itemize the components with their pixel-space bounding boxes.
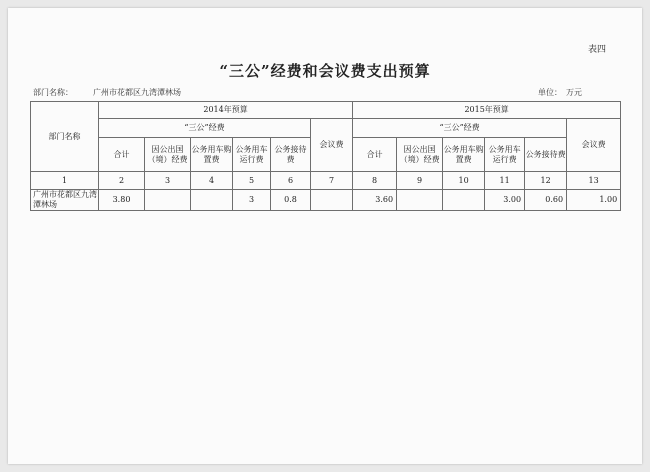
column-index: 11 [485, 172, 525, 190]
cell-2015-car-purchase [443, 190, 485, 211]
department-name: 广州市花都区九湾潭林场 [93, 88, 181, 97]
cell-2015-overseas [397, 190, 443, 211]
sub-header-2015-total: 合计 [353, 138, 397, 172]
sub-header-2014-total: 合计 [99, 138, 145, 172]
sub-header-2014-car-operation: 公务用车运行费 [233, 138, 271, 172]
sangong-2014-header: “三公”经费 [99, 119, 311, 138]
department-caption: 部门名称： [33, 88, 73, 97]
budget-table [30, 101, 621, 211]
cell-2014-overseas [145, 190, 191, 211]
meeting-fee-2014-header: 会议费 [311, 119, 353, 172]
dept-col-header: 部门名称 [31, 102, 99, 172]
sub-header-2015-reception: 公务接待费 [525, 138, 567, 172]
sangong-2015-header: “三公”经费 [353, 119, 567, 138]
table-header-row-groups [31, 119, 621, 138]
cell-2014-total: 3.80 [99, 190, 145, 211]
column-index: 6 [271, 172, 311, 190]
table-row [31, 190, 621, 211]
column-index: 4 [191, 172, 233, 190]
column-index: 1 [31, 172, 99, 190]
column-index: 5 [233, 172, 271, 190]
table-number-label: 表四 [588, 45, 607, 55]
cell-2014-meeting [311, 190, 353, 211]
document-title: “三公”经费和会议费支出预算 [219, 62, 431, 80]
sub-header-2015-car-purchase: 公务用车购置费 [443, 138, 485, 172]
column-index: 2 [99, 172, 145, 190]
column-index: 7 [311, 172, 353, 190]
sub-header-2014-overseas: 因公出国（境）经费 [145, 138, 191, 172]
cell-2014-car-operation: 3 [233, 190, 271, 211]
column-index: 13 [567, 172, 621, 190]
column-index: 12 [525, 172, 567, 190]
meeting-fee-2015-header: 会议费 [567, 119, 621, 172]
column-index: 8 [353, 172, 397, 190]
cell-2014-car-purchase [191, 190, 233, 211]
column-index-row [31, 172, 621, 190]
cell-2015-reception: 0.60 [525, 190, 567, 211]
unit-value: 万元 [566, 88, 582, 97]
row-department-name: 广州市花都区九湾潭林场 [31, 190, 99, 211]
sub-header-2014-reception: 公务接待费 [271, 138, 311, 172]
table-header-row-years [31, 102, 621, 119]
sub-header-2015-overseas: 因公出国（境）经费 [397, 138, 443, 172]
cell-2014-reception: 0.8 [271, 190, 311, 211]
sub-header-2014-car-purchase: 公务用车购置费 [191, 138, 233, 172]
cell-2015-total: 3.60 [353, 190, 397, 211]
cell-2015-car-operation: 3.00 [485, 190, 525, 211]
unit-caption: 单位： [538, 88, 562, 97]
year-2015-header: 2015年预算 [353, 102, 621, 119]
column-index: 10 [443, 172, 485, 190]
cell-2015-meeting: 1.00 [567, 190, 621, 211]
column-index: 3 [145, 172, 191, 190]
sub-header-2015-car-operation: 公务用车运行费 [485, 138, 525, 172]
year-2014-header: 2014年预算 [99, 102, 353, 119]
column-index: 9 [397, 172, 443, 190]
